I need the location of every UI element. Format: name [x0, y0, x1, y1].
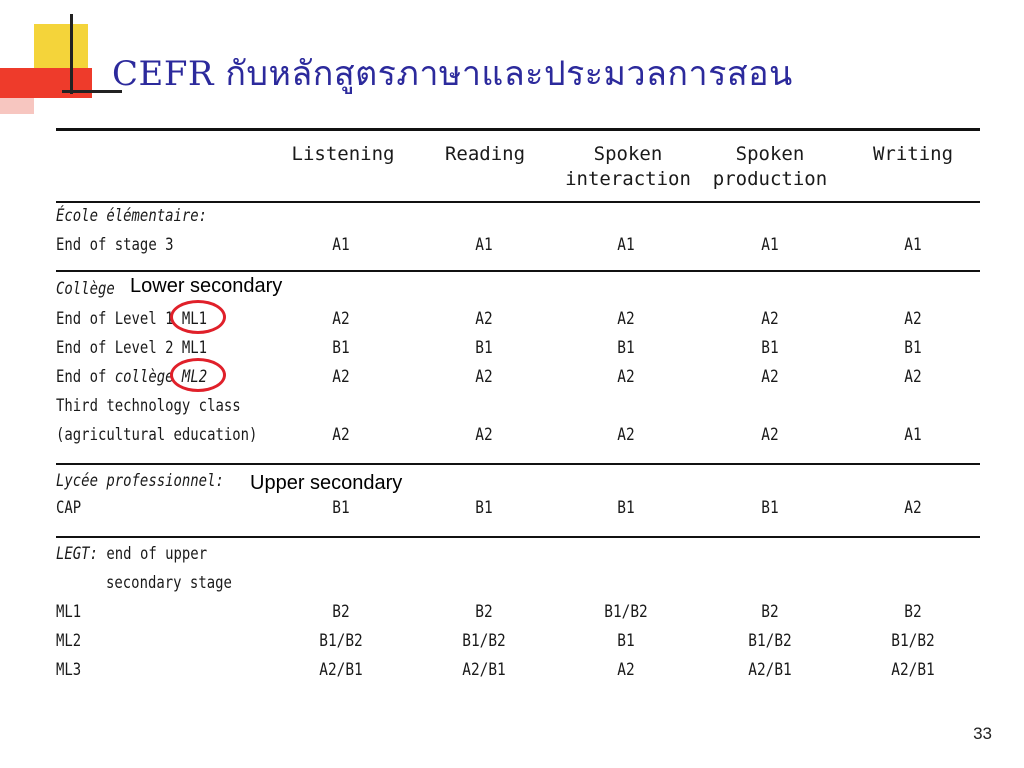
slide-title: CEFR กับหลักสูตรภาษาและประมวลการสอน	[112, 54, 793, 94]
table-cell: B1/B2	[604, 602, 648, 622]
table-cell: A2	[617, 425, 635, 445]
column-header: Spoken interaction	[565, 143, 691, 190]
column-header: Writing	[872, 143, 954, 165]
table-cell: B1/B2	[319, 631, 363, 651]
row-label-part: End of	[56, 367, 107, 387]
table-cell: A2	[332, 309, 350, 329]
table-cell: A2	[617, 660, 635, 680]
row-label: ML1	[56, 602, 82, 622]
table-cell: B1	[617, 338, 635, 358]
table-cell: A2	[761, 367, 779, 387]
table-top-rule	[56, 128, 980, 131]
table-cell: B2	[332, 602, 350, 622]
row-label: CAP	[56, 498, 82, 518]
table-cell: A2	[332, 425, 350, 445]
table-cell: A2/B1	[462, 660, 506, 680]
table-cell: A2	[904, 309, 922, 329]
section-rule	[56, 270, 980, 272]
section-heading-lycee: Lycée professionnel:	[56, 471, 224, 491]
section-rule	[56, 463, 980, 465]
table-cell: B1	[617, 498, 635, 518]
column-header: Spoken production	[712, 143, 828, 190]
table-cell: B1	[475, 338, 493, 358]
table-cell: A2	[617, 309, 635, 329]
legt-heading-italic: LEGT:	[56, 544, 98, 564]
section-rule	[56, 536, 980, 538]
legt-heading-line2: secondary stage	[106, 573, 232, 593]
section-heading-legt	[56, 544, 207, 564]
header-rule	[56, 201, 980, 203]
row-label: (agricultural education)	[56, 425, 258, 445]
table-cell: B1/B2	[462, 631, 506, 651]
column-header: Reading	[444, 143, 526, 165]
table-cell: A1	[904, 425, 922, 445]
annotation-lower-secondary: Lower secondary	[130, 275, 283, 297]
column-header: Listening	[291, 143, 395, 165]
table-cell: B1	[761, 498, 779, 518]
highlight-circle	[170, 358, 226, 392]
corner-pink-block	[0, 98, 34, 114]
table-cell: B1	[332, 498, 350, 518]
row-label: Third technology class	[56, 396, 241, 416]
table-cell: A1	[761, 235, 779, 255]
table-cell: B1	[761, 338, 779, 358]
corner-vertical-line	[70, 14, 73, 94]
row-label-italic: collège	[114, 367, 174, 387]
table-cell: B1	[475, 498, 493, 518]
row-label: End of Level 2 ML1	[56, 338, 208, 358]
table-cell: A2	[475, 367, 493, 387]
table-cell: A2	[332, 367, 350, 387]
table-cell: A1	[617, 235, 635, 255]
table-cell: A2	[904, 498, 922, 518]
highlight-circle	[170, 300, 226, 334]
row-label-italic: ML2	[181, 367, 208, 387]
row-label: ML3	[56, 660, 82, 680]
page-number: 33	[973, 724, 992, 743]
table-cell: A1	[332, 235, 350, 255]
table-cell: B1	[904, 338, 922, 358]
corner-red-block	[0, 68, 92, 98]
table-cell: B2	[904, 602, 922, 622]
table-cell: B2	[475, 602, 493, 622]
annotation-upper-secondary: Upper secondary	[250, 472, 403, 494]
table-cell: A1	[475, 235, 493, 255]
row-label: ML2	[56, 631, 82, 651]
section-heading-college: Collège	[56, 279, 115, 299]
row-label: End of stage 3	[56, 235, 174, 255]
table-cell: A2	[475, 425, 493, 445]
section-heading-ecole: École élémentaire:	[56, 206, 208, 226]
table-cell: B1	[332, 338, 350, 358]
table-cell: A2/B1	[891, 660, 935, 680]
table-cell: B1	[617, 631, 635, 651]
table-cell: B1/B2	[891, 631, 935, 651]
row-label: End of Level 1 ML1	[56, 309, 208, 329]
table-cell: A2/B1	[748, 660, 792, 680]
table-cell: A2	[904, 367, 922, 387]
table-cell: B2	[761, 602, 779, 622]
table-cell: B1/B2	[748, 631, 792, 651]
table-cell: A2/B1	[319, 660, 363, 680]
table-cell: A2	[761, 309, 779, 329]
table-cell: A2	[617, 367, 635, 387]
table-cell: A2	[761, 425, 779, 445]
table-cell: A2	[475, 309, 493, 329]
table-cell: A1	[904, 235, 922, 255]
legt-heading-rest: end of upper	[106, 544, 208, 564]
